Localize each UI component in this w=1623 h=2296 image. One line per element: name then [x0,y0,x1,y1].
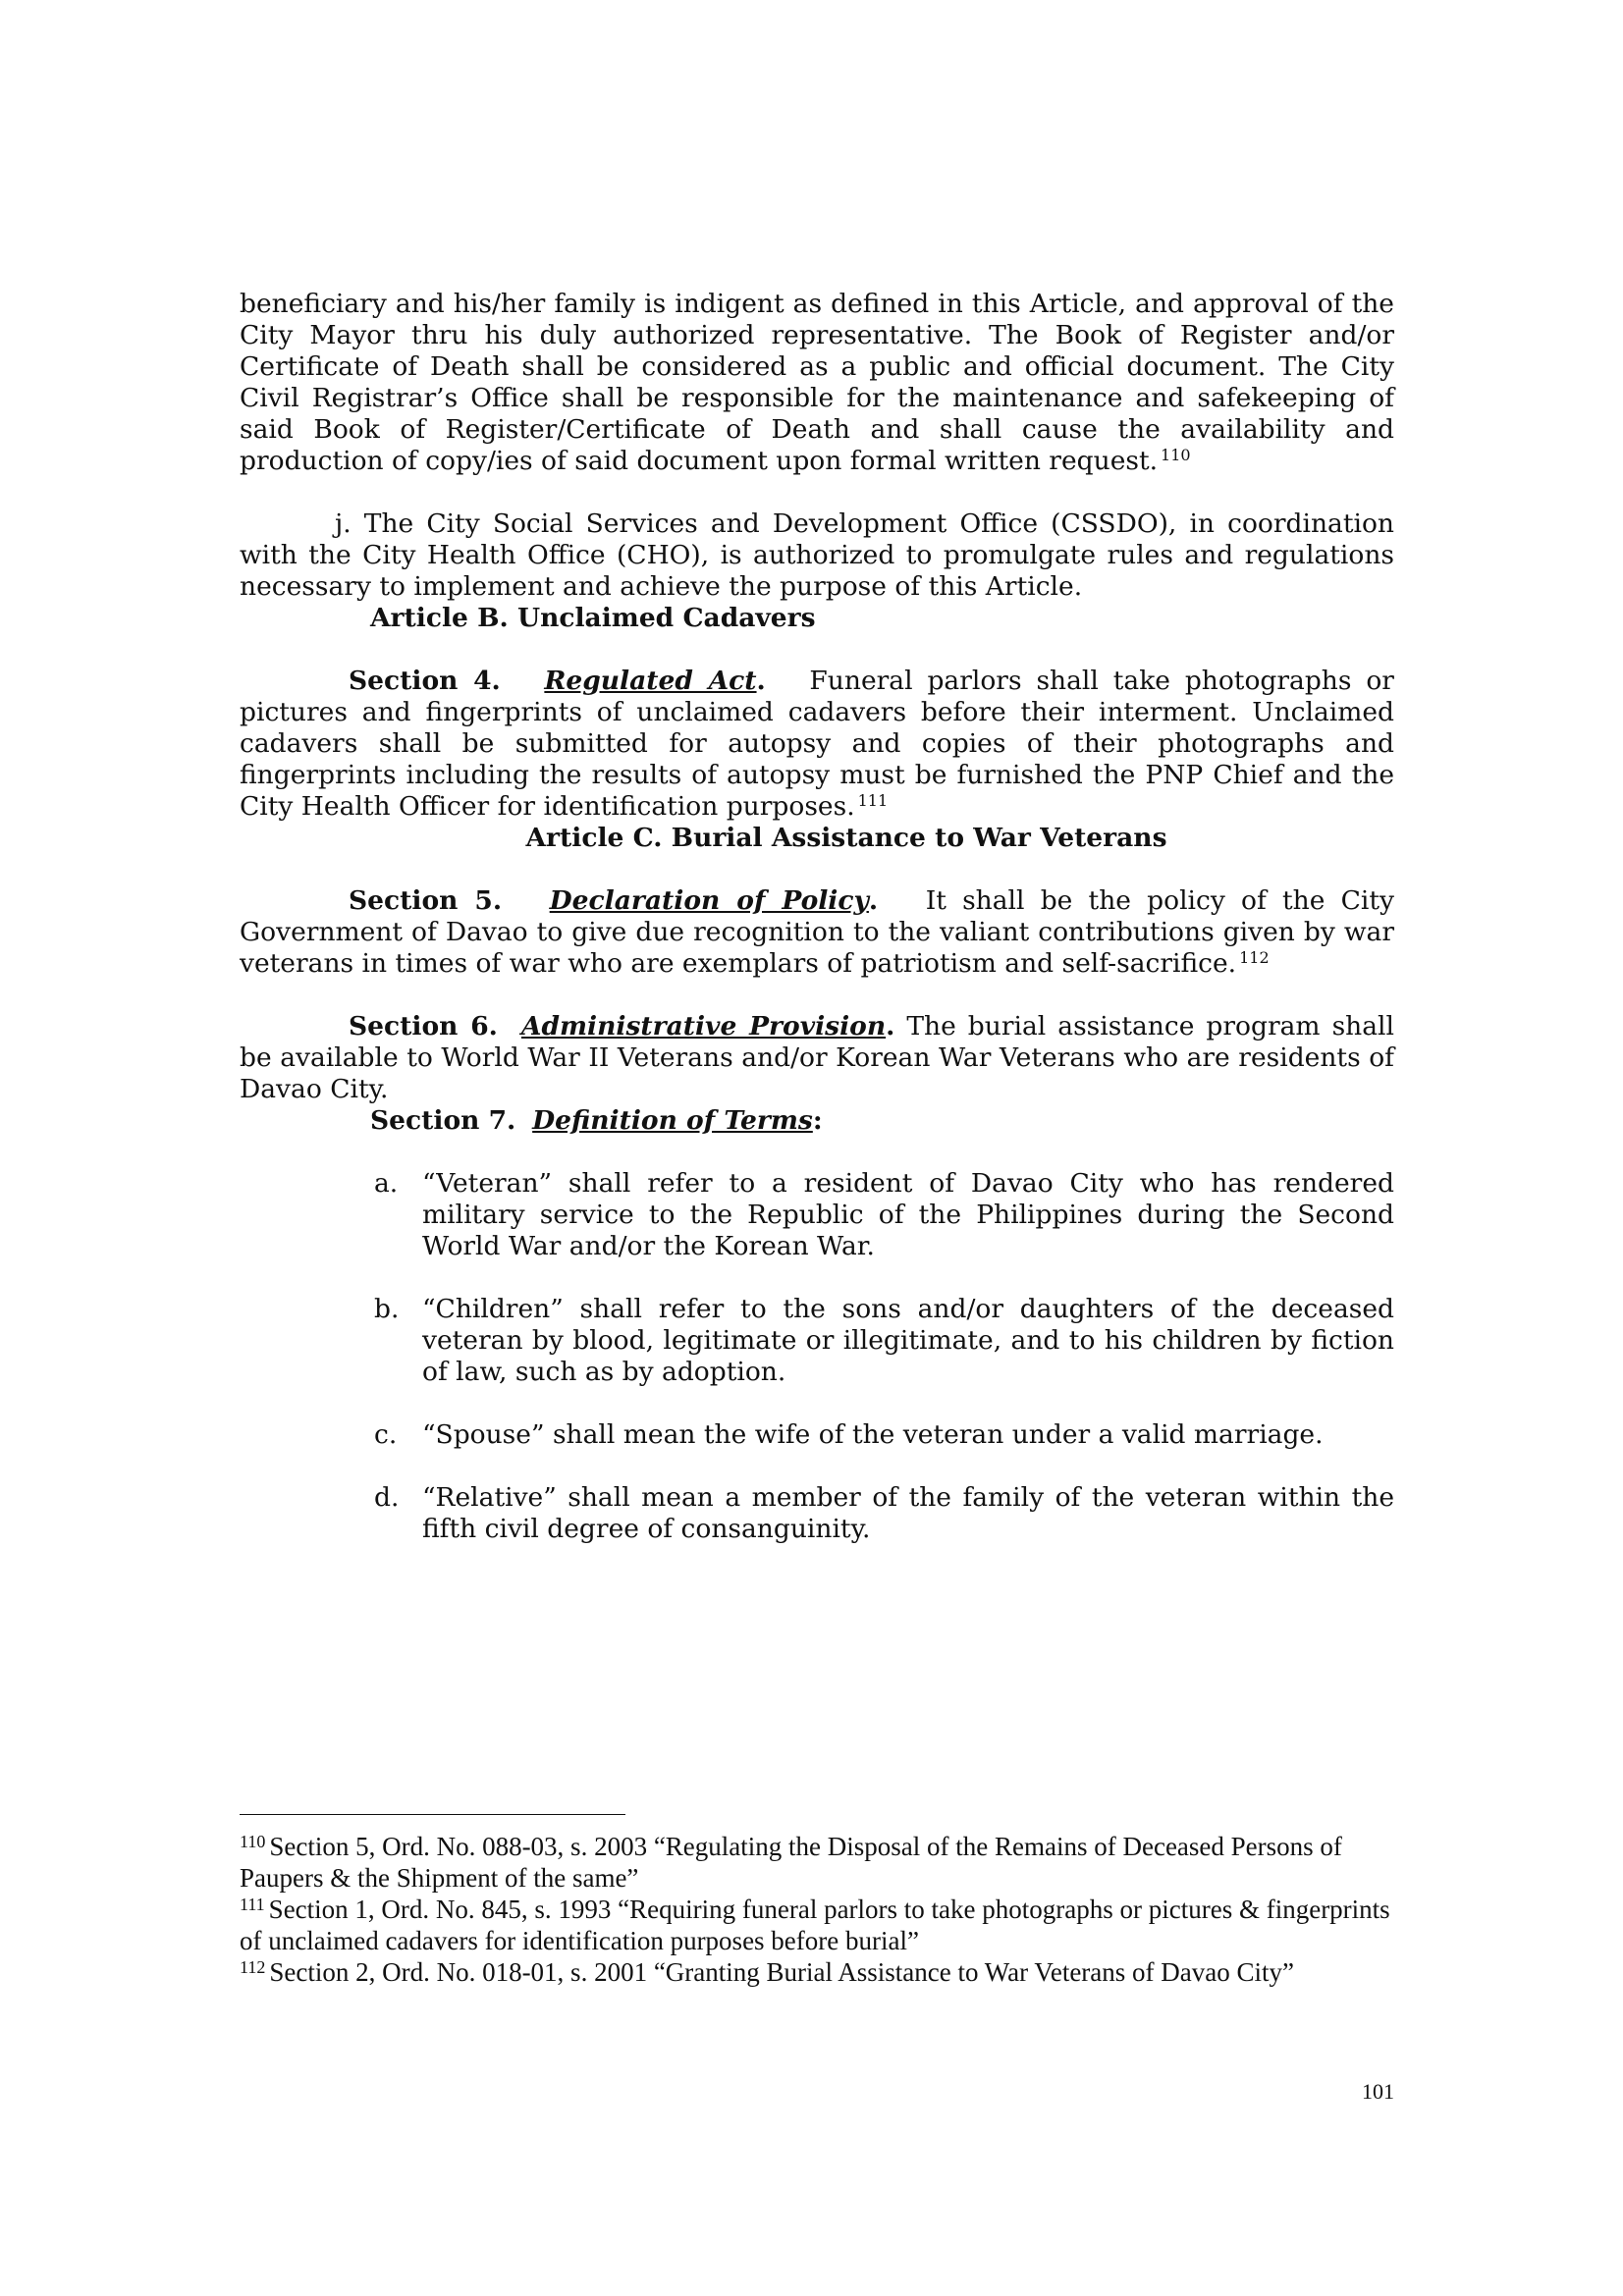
section-6-text: The burial assistance program shall be available to World War II Veterans and/or Korean War Veterans who are residents of Davao City. [240,1011,1394,1104]
section-6-title: Administrative Provision [520,1011,887,1041]
footnote-ref-110: 110 [1161,446,1191,464]
article-c-heading: Article C. Burial Assistance to War Veterans [525,823,1167,853]
definition-item [240,1419,1394,1451]
section-4-title: Regulated Act [544,666,757,696]
section-4-paragraph [240,666,1394,823]
footnote-text: Section 1, Ord. No. 845, s. 1993 “Requiring funeral parlors to take photographs or pictures & fingerprints of unclaimed cadavers for identification purposes before burial” [240,1895,1390,1955]
section-5-title: Declaration of Policy [549,885,869,916]
definition-marker: a. [374,1168,399,1199]
footnote-separator [240,1814,625,1815]
section-5-paragraph [240,885,1394,980]
definition-text: “Spouse” shall mean the wife of the veteran under a valid marriage. [422,1419,1324,1450]
footnote-text: Section 5, Ord. No. 088-03, s. 2003 “Regulating the Disposal of the Remains of Deceased Persons of Paupers & the Shipment of the same” [240,1832,1342,1893]
definition-item [240,1482,1394,1545]
article-b-heading: Article B. Unclaimed Cadavers [370,603,816,633]
intro-text: beneficiary and his/her family is indigent as defined in this Article, and approval of the City Mayor thru his duly authorized representative. The Book of Register and/or Certificate of Death shall be considered as a public and official document. The City Civil Registrar’s Office shall be responsible for the maintenance and safekeeping of said Book of Register/Certificate of Death and shall cause the availability and production of copy/ies of said document upon formal written request. [240,289,1394,476]
definition-text: “Relative” shall mean a member of the family of the veteran within the fifth civil degree of consanguinity. [422,1482,1394,1544]
footnote-number: 112 [240,1957,266,1977]
item-j-paragraph: j. The City Social Services and Development Office (CSSDO), in coordination with the City Health Office (CHO), is authorized to promulgate rules and regulations necessary to implement and achieve the purpose of this Article. [240,508,1394,602]
footnote-111 [240,1894,1394,1956]
section-6-punct: . [886,1011,895,1041]
footnote-ref-112: 112 [1239,948,1270,967]
footnote-text: Section 2, Ord. No. 018-01, s. 2001 “Granting Burial Assistance to War Veterans of Davao City” [269,1957,1294,1987]
footnote-number: 110 [240,1832,266,1851]
footnote-110 [240,1831,1394,1894]
definition-marker: d. [374,1482,400,1513]
section-4-text: Funeral parlors shall take photographs or pictures and fingerprints of unclaimed cadavers before their interment. Unclaimed cadavers shall be submitted for autopsy and copies of their photographs and fingerprints including the results of autopsy must be furnished the PNP Chief and the City Health Officer for identification purposes. [240,666,1394,822]
definition-marker: b. [374,1294,400,1324]
section-5-label: Section 5. [349,885,503,916]
page-number: 101 [1362,2079,1394,2104]
section-7-punct: : [812,1105,823,1136]
definitions-list [240,1168,1394,1545]
section-5-punct: . [868,885,879,916]
definition-text: “Children” shall refer to the sons and/or daughters of the deceased veteran by blood, legitimate or illegitimate, and to his children by fiction of law, such as by adoption. [422,1294,1394,1387]
section-7-heading [240,1105,1394,1137]
section-6-label: Section 6. [349,1011,498,1041]
footnote-ref-111: 111 [857,791,889,810]
section-4-label: Section 4. [349,666,501,696]
footnotes [240,1831,1394,1988]
section-7-label: Section 7. [370,1105,516,1136]
section-7-title: Definition of Terms [532,1105,813,1136]
section-5-text: It shall be the policy of the City Government of Davao to give due recognition to the valiant contributions given by war veterans in times of war who are exemplars of patriotism and self-sacrifice. [240,885,1394,979]
page-body [240,289,1394,1545]
definition-marker: c. [374,1419,398,1450]
section-4-punct: . [756,666,766,696]
definition-text: “Veteran” shall refer to a resident of Davao City who has rendered military service to the Republic of the Philippines during the Second World War and/or the Korean War. [422,1168,1394,1261]
footnote-number: 111 [240,1895,265,1914]
section-6-paragraph [240,1011,1394,1105]
definition-item [240,1168,1394,1262]
intro-paragraph [240,289,1394,477]
definition-item [240,1294,1394,1388]
footnote-112 [240,1956,1394,1988]
